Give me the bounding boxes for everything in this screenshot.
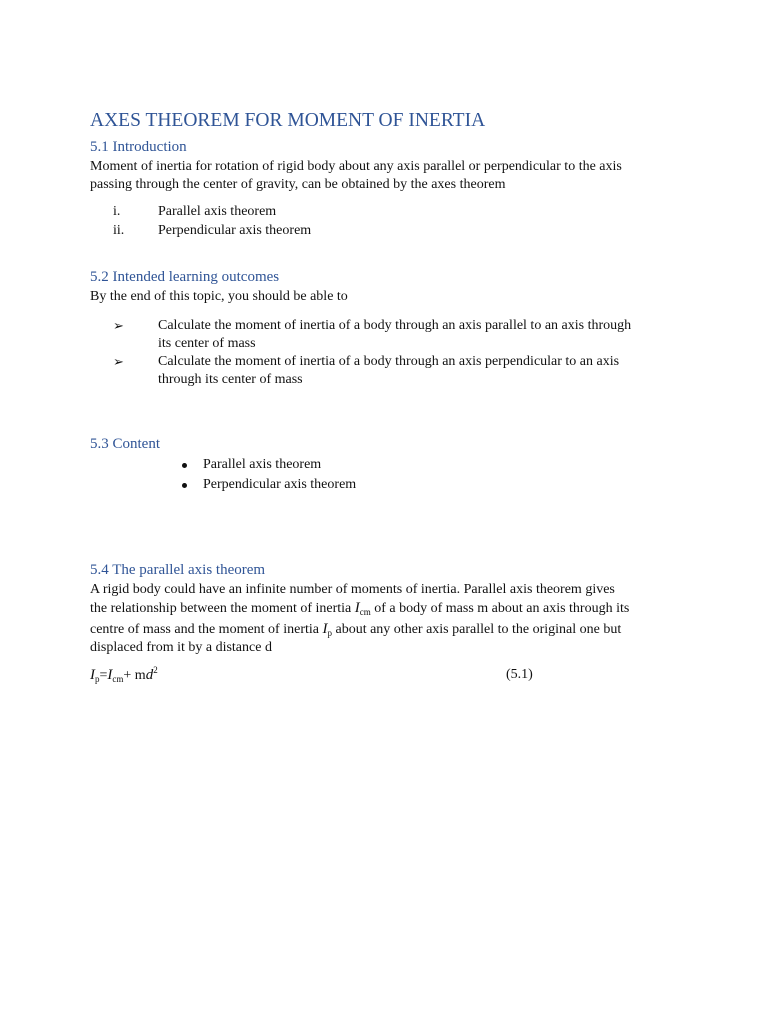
- outcome-line: its center of mass: [158, 336, 256, 351]
- equation-formula: [90, 666, 158, 685]
- list-number: i.: [113, 204, 121, 219]
- subscript: cm: [359, 607, 371, 617]
- subscript: p: [327, 628, 332, 638]
- subscript: cm: [112, 674, 124, 684]
- parallel-line: A rigid body could have an infinite number of moments of inertia. Parallel axis theorem gives: [90, 582, 615, 597]
- intro-heading: 5.1 Introduction: [90, 139, 187, 155]
- intro-list: [90, 203, 690, 241]
- text-run: about any other axis parallel to the original one but: [331, 622, 622, 637]
- equation-5-1: [90, 666, 550, 688]
- symbol-I: I: [90, 667, 95, 683]
- intro-line: passing through the center of gravity, can be obtained by the axes theorem: [90, 177, 506, 192]
- round-bullet-icon: [182, 483, 187, 488]
- outcomes-heading: 5.2 Intended learning outcomes: [90, 269, 280, 285]
- content-heading: 5.3 Content: [90, 436, 160, 452]
- list-item: [90, 203, 690, 222]
- parallel-heading: 5.4 The parallel axis theorem: [90, 562, 266, 578]
- content-list: [180, 456, 580, 496]
- outcome-line: through its center of mass: [158, 372, 303, 387]
- list-text: Parallel axis theorem: [158, 204, 277, 219]
- equation-number: (5.1): [506, 667, 533, 682]
- page-title: AXES THEOREM FOR MOMENT OF INERTIA: [90, 110, 486, 131]
- arrowhead-bullet-icon: ➢: [113, 354, 124, 369]
- symbol-I: I: [322, 621, 328, 637]
- subscript: p: [95, 674, 100, 684]
- list-item: [90, 353, 690, 389]
- intro-line: Moment of inertia for rotation of rigid body about any axis parallel or perpendicular to the axis: [90, 159, 622, 174]
- superscript: 2: [153, 665, 158, 675]
- outcome-line: Calculate the moment of inertia of a body through an axis perpendicular to an axis: [158, 354, 620, 369]
- outcomes-intro-line: By the end of this topic, you should be able to: [90, 289, 348, 304]
- list-item: [90, 317, 690, 353]
- parallel-line: [90, 599, 680, 618]
- equals-sign: =: [99, 668, 108, 683]
- intro-paragraph: [90, 158, 680, 194]
- text-run: centre of mass and the moment of inertia: [90, 622, 323, 637]
- list-text: Parallel axis theorem: [203, 457, 322, 472]
- outcome-line: Calculate the moment of inertia of a body through an axis parallel to an axis through: [158, 318, 632, 333]
- parallel-line: [90, 620, 680, 639]
- symbol-d: d: [145, 667, 154, 683]
- plus-term: + m: [123, 668, 146, 683]
- text-run: of a body of mass m about an axis through its: [370, 601, 630, 616]
- symbol-I: I: [354, 600, 360, 616]
- list-number: ii.: [113, 223, 125, 238]
- list-item: [180, 456, 580, 476]
- symbol-I: I: [107, 667, 113, 683]
- list-item: [180, 476, 580, 496]
- arrowhead-bullet-icon: ➢: [113, 318, 124, 333]
- outcomes-list: [90, 317, 690, 389]
- parallel-paragraph: [90, 581, 680, 657]
- list-text: Perpendicular axis theorem: [203, 477, 357, 492]
- parallel-line: displaced from it by a distance d: [90, 640, 272, 655]
- outcomes-intro: [90, 288, 680, 306]
- list-item: [90, 222, 690, 241]
- round-bullet-icon: [182, 463, 187, 468]
- text-run: the relationship between the moment of inertia: [90, 601, 355, 616]
- list-text: Perpendicular axis theorem: [158, 223, 312, 238]
